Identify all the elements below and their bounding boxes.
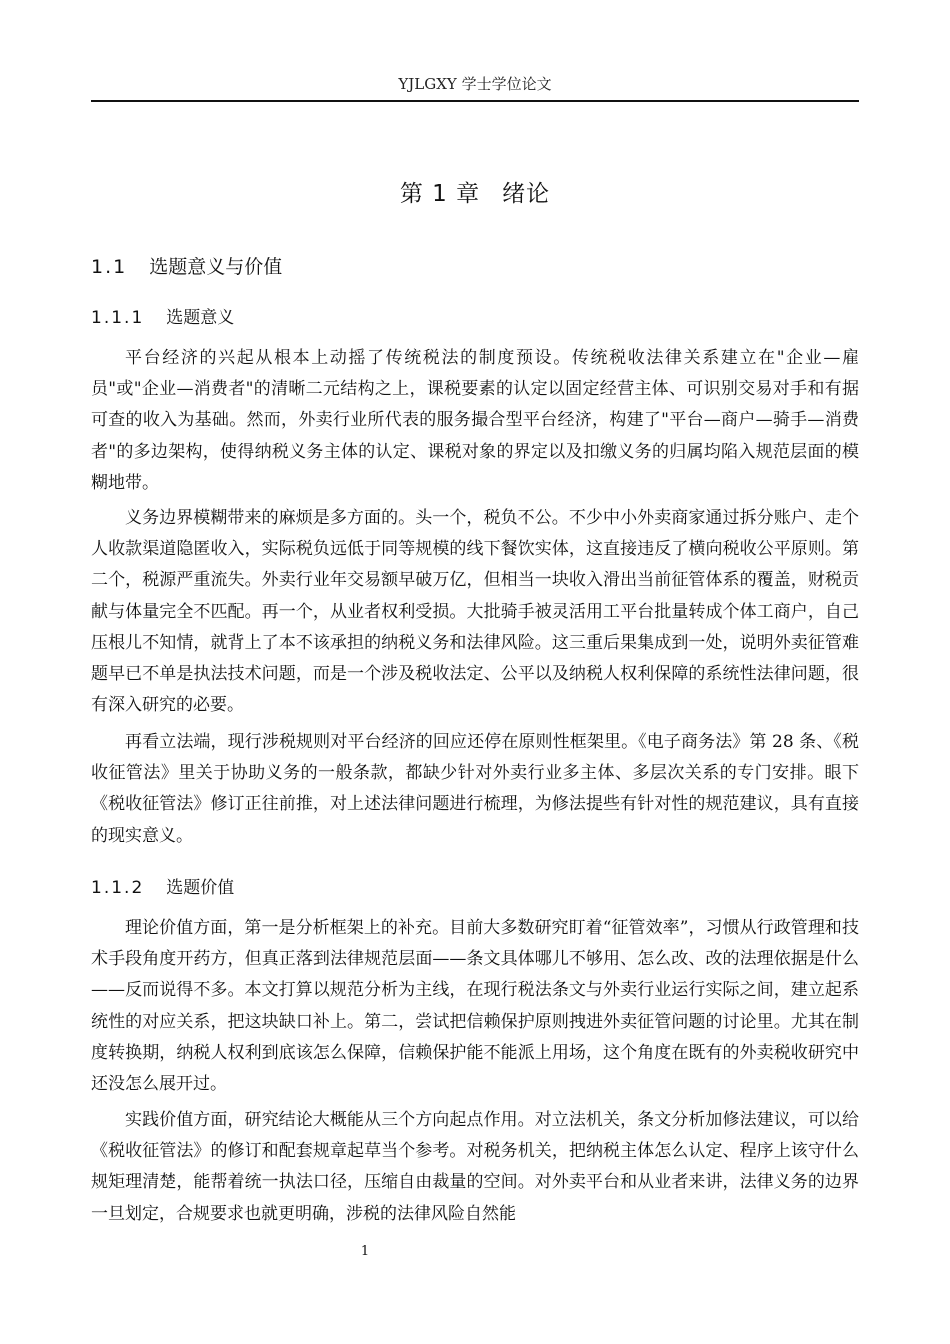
subsection-number: 1.1.2	[91, 878, 145, 898]
section-title: 选题意义与价值	[149, 256, 283, 278]
paragraph-4: 理论价值方面，第一是分析框架上的补充。目前大多数研究盯着“征管效率”，习惯从行政管理和技术手段角度开药方，但真正落到法律规范层面——条文具体哪儿不够用、怎么改、改的法理依据是什么——反而说得不多。本文打算以规范分析为主线，在现行税法条文与外卖行业运行实际之间，建立起系统性的对应关系，把这块缺口补上。第二，尝试把信赖保护原则拽进外卖征管问题的讨论里。尤其在制度转换期，纳税人权利到底该怎么保障，信赖保护能不能派上用场，这个角度在既有的外卖税收研究中还没怎么展开过。	[91, 918, 859, 1095]
header-divider	[91, 100, 859, 102]
subsection-title: 选题意义	[166, 308, 235, 328]
subsection-title: 选题价值	[166, 878, 235, 898]
paragraph-3: 再看立法端，现行涉税规则对平台经济的回应还停在原则性框架里。《电子商务法》第 28 条、《税收征管法》里关于协助义务的一般条款，都缺少针对外卖行业多主体、多层次关系的专门安排。眼下《税收征管法》修订正往前推，对上述法律问题进行梳理，为修法提些有针对性的规范建议，具有直接的现实意义。	[91, 732, 859, 846]
subsection-number: 1.1.1	[91, 308, 145, 328]
subsection-heading-1-1-2	[91, 875, 234, 901]
subsection-heading-1-1-1	[91, 305, 234, 331]
paragraph-2: 义务边界模糊带来的麻烦是多方面的。头一个，税负不公。不少中小外卖商家通过拆分账户、走个人收款渠道隐匿收入，实际税负远低于同等规模的线下餐饮实体，这直接违反了横向税收公平原则。第二个，税源严重流失。外卖行业年交易额早破万亿，但相当一块收入滑出当前征管体系的覆盖，财税贡献与体量完全不匹配。再一个，从业者权利受损。大批骑手被灵活用工平台批量转成个体工商户，自己压根儿不知情，就背上了本不该承担的纳税义务和法律风险。这三重后果集成到一处，说明外卖征管难题早已不单是执法技术问题，而是一个涉及税收法定、公平以及纳税人权利保障的系统性法律问题，很有深入研究的必要。	[91, 508, 859, 716]
section-number: 1.1	[91, 256, 128, 278]
chapter-title	[91, 176, 859, 212]
section-heading-1-1	[91, 253, 282, 281]
page-number: 1	[360, 1244, 370, 1259]
paragraph-1: 平台经济的兴起从根本上动摇了传统税法的制度预设。传统税收法律关系建立在"企业—雇员"或"企业—消费者"的清晰二元结构之上，课税要素的认定以固定经营主体、可识别交易对手和有据可查的收入为基础。然而，外卖行业所代表的服务撮合型平台经济，构建了"平台—商户—骑手—消费者"的多边架构，使得纳税义务主体的认定、课税对象的界定以及扣缴义务的归属均陷入规范层面的模糊地带。	[91, 348, 859, 493]
chapter-name: 绪论	[502, 181, 551, 207]
paragraph-5: 实践价值方面，研究结论大概能从三个方向起点作用。对立法机关，条文分析加修法建议，可以给《税收征管法》的修订和配套规章起草当个参考。对税务机关，把纳税主体怎么认定、程序上该守什么规矩理清楚，能帮着统一执法口径，压缩自由裁量的空间。对外卖平台和从业者来讲，法律义务的边界一旦划定，合规要求也就更明确，涉税的法律风险自然能	[91, 1110, 859, 1224]
running-header: YJLGXY 学士学位论文	[398, 75, 552, 93]
chapter-number: 第 1 章	[399, 181, 481, 207]
